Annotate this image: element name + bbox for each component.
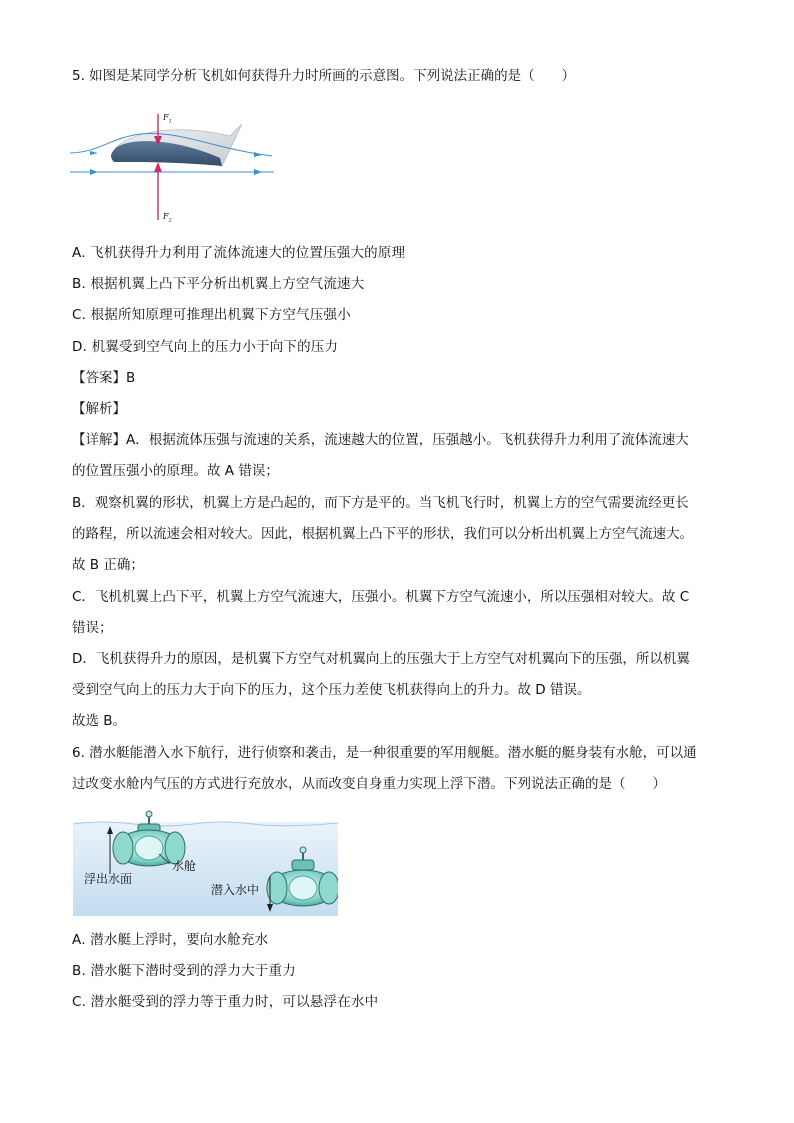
analysis-line: 【详解】A．根据流体压强与流速的关系，流速越大的位置，压强越小。飞机获得升力利用了流体流速大 <box>72 432 689 448</box>
question-6-stem-line-1: 6. 潜水艇能潜入水下航行，进行侦察和袭击，是一种很重要的军用舰艇。潜水艇的艇身装有水舱，可以通 <box>72 745 697 761</box>
q5-analysis-title: 【解析】 <box>72 401 126 417</box>
airfoil-diagram <box>70 108 280 224</box>
analysis-line: 的路程，所以流速会相对较大。因此，根据机翼上凸下平的形状，我们可以分析出机翼上方空气流速大。 <box>72 526 693 542</box>
q6-option-b: B. 潜水艇下潜时受到的浮力大于重力 <box>72 963 296 979</box>
q5-option-d: D. 机翼受到空气向上的压力小于向下的压力 <box>72 339 339 355</box>
q5-option-a: A. 飞机获得升力利用了流体流速大的位置压强大的原理 <box>72 245 406 261</box>
analysis-line: 受到空气向上的压力大于向下的压力，这个压力差使飞机获得向上的升力。故 D 错误。 <box>72 682 591 698</box>
force-f2-label: $F_2$ <box>163 212 172 224</box>
analysis-line: C．飞机机翼上凸下平，机翼上方空气流速大，压强小。机翼下方空气流速小，所以压强相对较大。故 C <box>72 589 690 605</box>
label-surface: 浮出水面 <box>84 872 133 886</box>
analysis-line: 故 B 正确； <box>72 557 144 573</box>
submarine-diagram <box>73 810 338 916</box>
q6-option-a: A. 潜水艇上浮时，要向水舱充水 <box>72 932 269 948</box>
label-water-tank: 水舱 <box>172 859 197 873</box>
force-f1-label: $F_1$ <box>163 113 172 125</box>
q5-option-b: B. 根据机翼上凸下平分析出机翼上方空气流速大 <box>72 276 365 292</box>
analysis-line: 的位置压强小的原理。故 A 错误； <box>72 463 279 479</box>
analysis-line: D．飞机获得升力的原因，是机翼下方空气对机翼向上的压强大于上方空气对机翼向下的压强，所以机翼 <box>72 651 690 667</box>
label-submerge: 潜入水中 <box>211 883 260 897</box>
analysis-line: B．观察机翼的形状，机翼上方是凸起的，而下方是平的。当飞机飞行时，机翼上方的空气需要流经更长 <box>72 495 689 511</box>
q5-answer: 【答案】B <box>72 370 136 386</box>
analysis-line: 错误； <box>72 620 113 636</box>
q6-option-c: C. 潜水艇受到的浮力等于重力时，可以悬浮在水中 <box>72 994 379 1010</box>
q5-option-c: C. 根据所知原理可推理出机翼下方空气压强小 <box>72 307 351 323</box>
analysis-line: 故选 B。 <box>72 713 127 729</box>
question-5-stem: 5. 如图是某同学分析飞机如何获得升力时所画的示意图。下列说法正确的是（ ） <box>72 68 576 84</box>
question-6-stem-line-2: 过改变水舱内气压的方式进行充放水，从而改变自身重力实现上浮下潜。下列说法正确的是（ ） <box>72 776 666 792</box>
